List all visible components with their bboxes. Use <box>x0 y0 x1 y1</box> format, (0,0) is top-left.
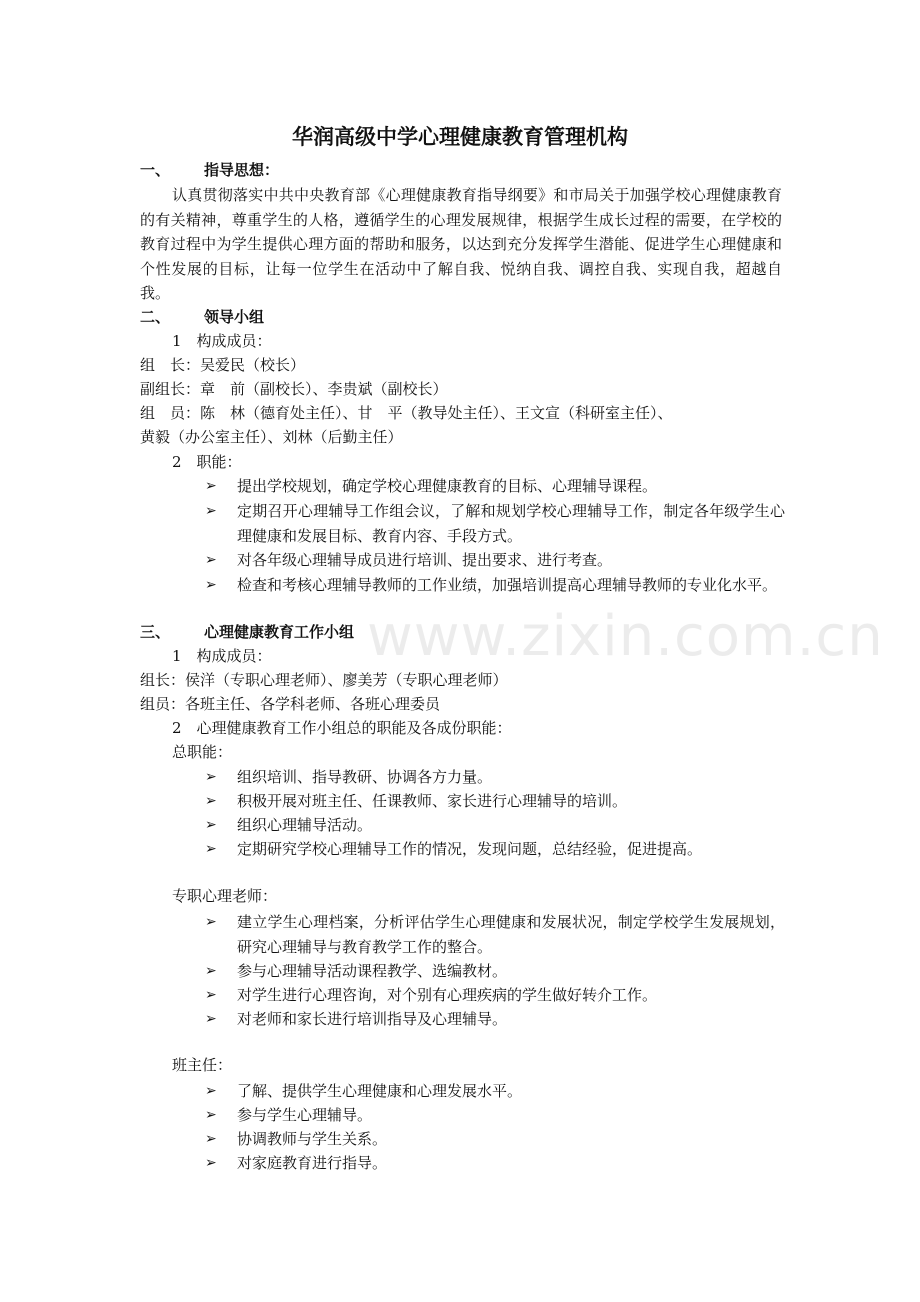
leadership-duty: 提出学校规划，确定学校心理健康教育的目标、心理辅导课程。 <box>237 477 658 495</box>
psych-teacher-duty: 对学生进行心理咨询，对个别有心理疾病的学生做好转介工作。 <box>237 986 658 1004</box>
section-1-number: 一、 <box>140 161 171 179</box>
guiding-paragraph: 认真贯彻落实中共中央教育部《心理健康教育指导纲要》和市局关于加强学校心理健康教育的有关精神，尊重学生的人格，遵循学生的心理发展规律，根据学生成长过程的需要，在学校的教育过程中为学生提供心理方面的帮助和服务，以达到充分发挥学生潜能、促进学生心理健康和个性发展的目标，让每一位学生在活动中了解自我、悦纳自我、调控自我、实现自我，超越自我。 <box>140 186 782 303</box>
psych-teacher-duty: 对老师和家长进行培训指导及心理辅导。 <box>237 1010 508 1028</box>
head-teacher-duty: 参与学生心理辅导。 <box>237 1106 373 1124</box>
bullet-arrow-icon: ➢ <box>205 841 217 857</box>
leadership-duty: 定期召开心理辅导工作组会议，了解和规划学校心理辅导工作，制定各年级学生心理健康和发展目标、教育内容、手段方式。 <box>237 502 785 545</box>
bullet-arrow-icon: ➢ <box>205 769 217 785</box>
head-teacher-duty: 了解、提供学生心理健康和心理发展水平。 <box>237 1082 523 1100</box>
section-3-number: 三、 <box>140 623 171 641</box>
general-duty: 组织心理辅导活动。 <box>237 816 373 834</box>
general-duty: 积极开展对班主任、任课教师、家长进行心理辅导的培训。 <box>237 792 628 810</box>
workgroup-leader: 组长：侯洋（专职心理老师）、廖美芳（专职心理老师） <box>140 671 508 689</box>
section-2-number: 二、 <box>140 308 171 326</box>
section-3-heading <box>140 622 354 642</box>
section-2-heading <box>140 307 264 327</box>
leadership-members-1: 组 员：陈 林（德育处主任）、甘 平（教导处主任）、王文宣（科研室主任）、 <box>140 404 673 422</box>
general-duty: 定期研究学校心理辅导工作的情况，发现问题，总结经验，促进提高。 <box>237 840 703 858</box>
section-1-heading <box>140 160 279 180</box>
psych-teacher-duty: 参与心理辅导活动课程教学、选编教材。 <box>237 962 508 980</box>
bullet-arrow-icon: ➢ <box>205 1083 217 1099</box>
general-duty: 组织培训、指导教研、协调各方力量。 <box>237 768 493 786</box>
bullet-arrow-icon: ➢ <box>205 478 217 494</box>
leadership-duties-label: 2 职能： <box>172 453 242 471</box>
bullet-arrow-icon: ➢ <box>205 577 217 593</box>
bullet-arrow-icon: ➢ <box>205 817 217 833</box>
bullet-arrow-icon: ➢ <box>205 1107 217 1123</box>
leadership-leader: 组 长：吴爱民（校长） <box>140 356 306 374</box>
head-teacher-label: 班主任： <box>172 1056 233 1074</box>
bullet-arrow-icon: ➢ <box>205 503 217 519</box>
bullet-arrow-icon: ➢ <box>205 914 217 930</box>
bullet-arrow-icon: ➢ <box>205 987 217 1003</box>
general-duties-label: 总职能： <box>172 743 233 761</box>
bullet-arrow-icon: ➢ <box>205 1011 217 1027</box>
bullet-arrow-icon: ➢ <box>205 1155 217 1171</box>
bullet-arrow-icon: ➢ <box>205 793 217 809</box>
workgroup-members-label: 1 构成成员： <box>172 647 272 665</box>
section-1-title: 指导思想： <box>204 161 280 179</box>
watermark: www.zixin.com.cn <box>367 604 884 669</box>
workgroup-members: 组员：各班主任、各学科老师、各班心理委员 <box>140 695 441 713</box>
leadership-duty: 检查和考核心理辅导教师的工作业绩，加强培训提高心理辅导教师的专业化水平。 <box>237 576 778 594</box>
head-teacher-duty: 对家庭教育进行指导。 <box>237 1154 388 1172</box>
leadership-members-label: 1 构成成员： <box>172 332 272 350</box>
bullet-arrow-icon: ➢ <box>205 552 217 568</box>
leadership-duty: 对各年级心理辅导成员进行培训、提出要求、进行考查。 <box>237 551 613 569</box>
section-3-title: 心理健康教育工作小组 <box>204 623 355 641</box>
workgroup-duties-label: 2 心理健康教育工作小组总的职能及各成份职能： <box>172 719 512 737</box>
section-2-title: 领导小组 <box>204 308 265 326</box>
document-title: 华润高级中学心理健康教育管理机构 <box>292 125 628 149</box>
leadership-deputy: 副组长：章 前（副校长）、李贵斌（副校长） <box>140 380 448 398</box>
leadership-members-2: 黄毅（办公室主任）、刘林（后勤主任） <box>140 428 403 446</box>
head-teacher-duty: 协调教师与学生关系。 <box>237 1130 388 1148</box>
psych-teacher-label: 专职心理老师： <box>172 887 278 905</box>
bullet-arrow-icon: ➢ <box>205 1131 217 1147</box>
psych-teacher-duty: 建立学生心理档案，分析评估学生心理健康和发展状况，制定学校学生发展规划，研究心理辅导与教育教学工作的整合。 <box>237 913 785 956</box>
bullet-arrow-icon: ➢ <box>205 963 217 979</box>
